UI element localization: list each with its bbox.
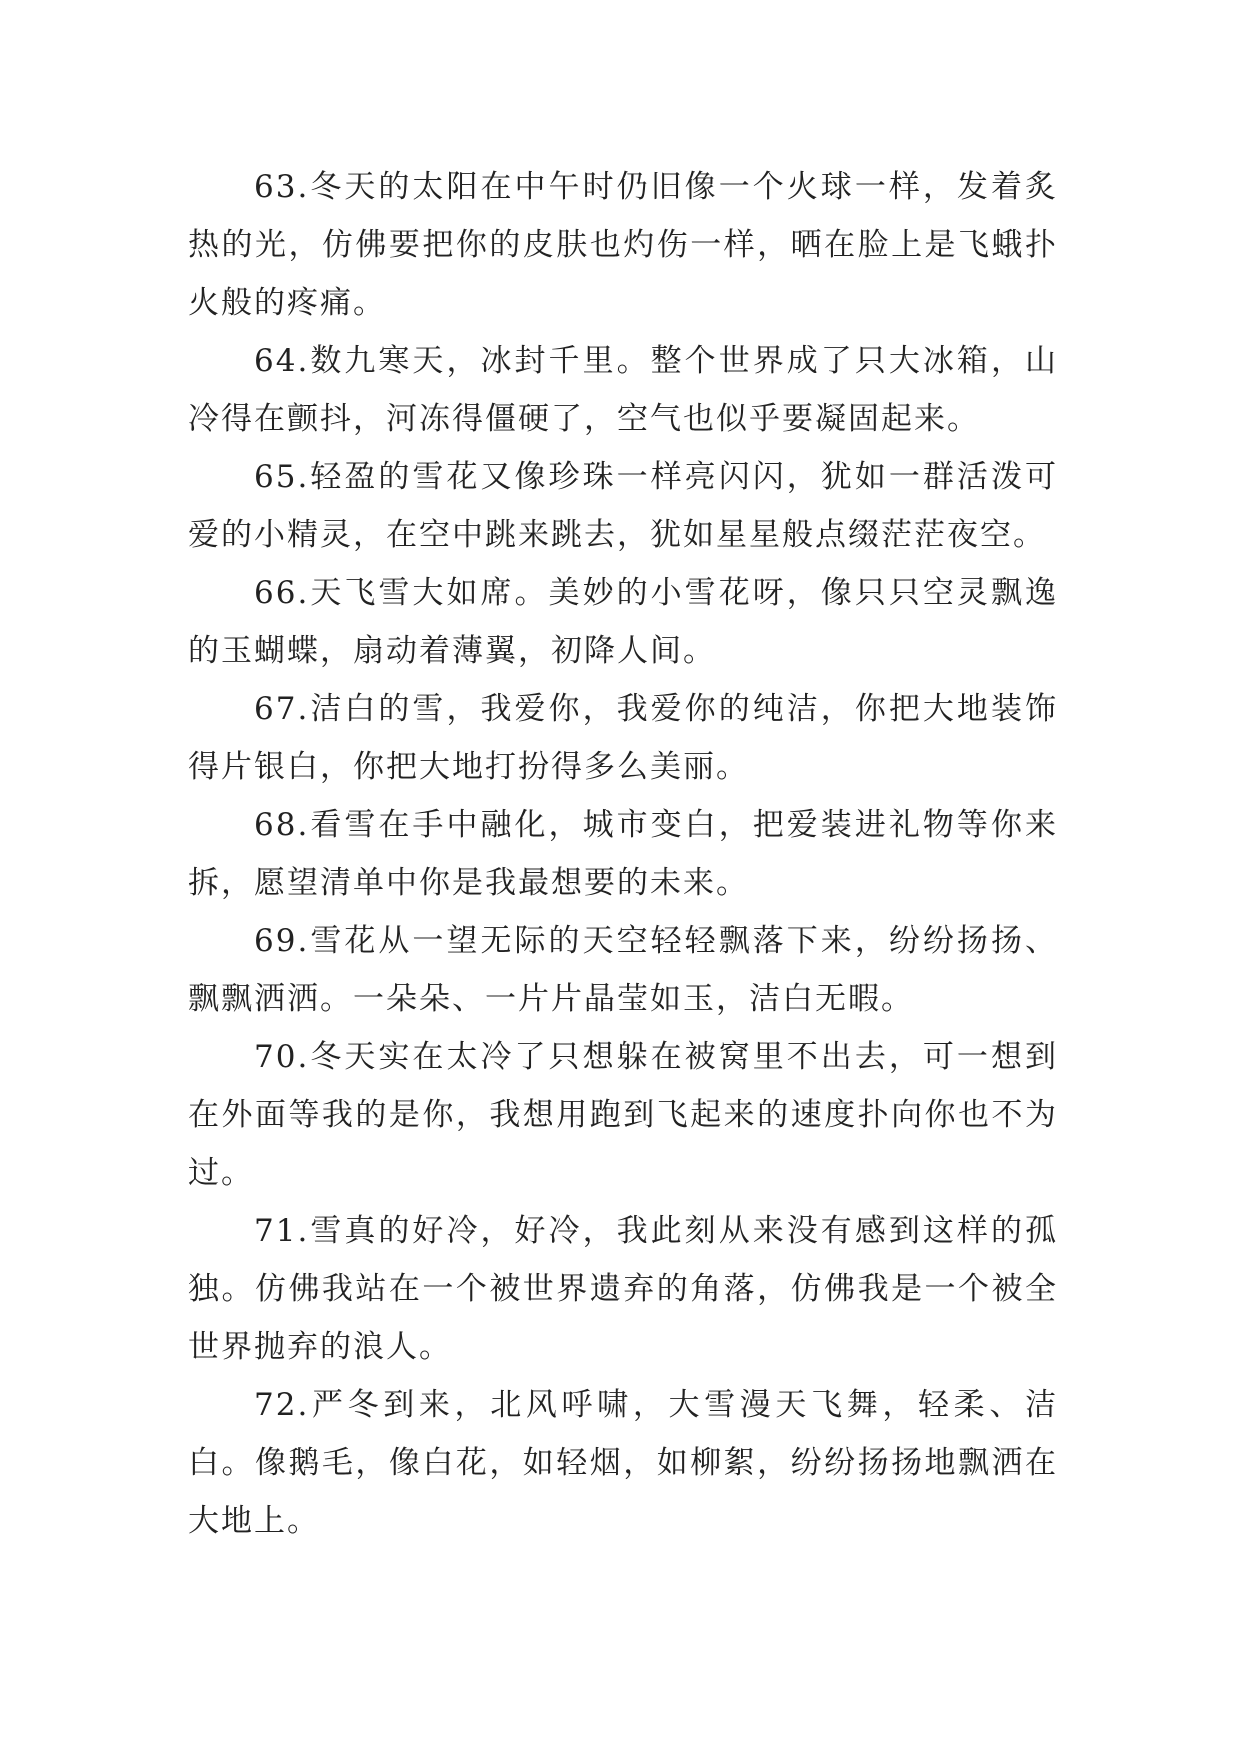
paragraph-67: 67.洁白的雪，我爱你，我爱你的纯洁，你把大地装饰得片银白，你把大地打扮得多么美丽。	[188, 691, 1058, 785]
paragraph-66: 66.天飞雪大如席。美妙的小雪花呀，像只只空灵飘逸的玉蝴蝶，扇动着薄翼，初降人间。	[188, 575, 1058, 669]
document-body	[188, 158, 1058, 1550]
paragraph-69: 69.雪花从一望无际的天空轻轻飘落下来，纷纷扬扬、飘飘洒洒。一朵朵、一片片晶莹如玉，洁白无暇。	[188, 923, 1058, 1017]
paragraph-65: 65.轻盈的雪花又像珍珠一样亮闪闪，犹如一群活泼可爱的小精灵，在空中跳来跳去，犹如星星般点缀茫茫夜空。	[188, 459, 1058, 553]
paragraph-70: 70.冬天实在太冷了只想躲在被窝里不出去，可一想到在外面等我的是你，我想用跑到飞起来的速度扑向你也不为过。	[188, 1039, 1058, 1191]
paragraph-71: 71.雪真的好冷，好冷，我此刻从来没有感到这样的孤独。仿佛我站在一个被世界遗弃的角落，仿佛我是一个被全世界抛弃的浪人。	[188, 1213, 1058, 1365]
paragraph-72: 72.严冬到来，北风呼啸，大雪漫天飞舞，轻柔、洁白。像鹅毛，像白花，如轻烟，如柳絮，纷纷扬扬地飘洒在大地上。	[188, 1387, 1058, 1539]
paragraph-64: 64.数九寒天，冰封千里。整个世界成了只大冰箱，山冷得在颤抖，河冻得僵硬了，空气也似乎要凝固起来。	[188, 343, 1058, 437]
paragraph-68: 68.看雪在手中融化，城市变白，把爱装进礼物等你来拆，愿望清单中你是我最想要的未来。	[188, 807, 1058, 901]
paragraph-63: 63.冬天的太阳在中午时仍旧像一个火球一样，发着炙热的光，仿佛要把你的皮肤也灼伤一样，晒在脸上是飞蛾扑火般的疼痛。	[188, 169, 1058, 321]
